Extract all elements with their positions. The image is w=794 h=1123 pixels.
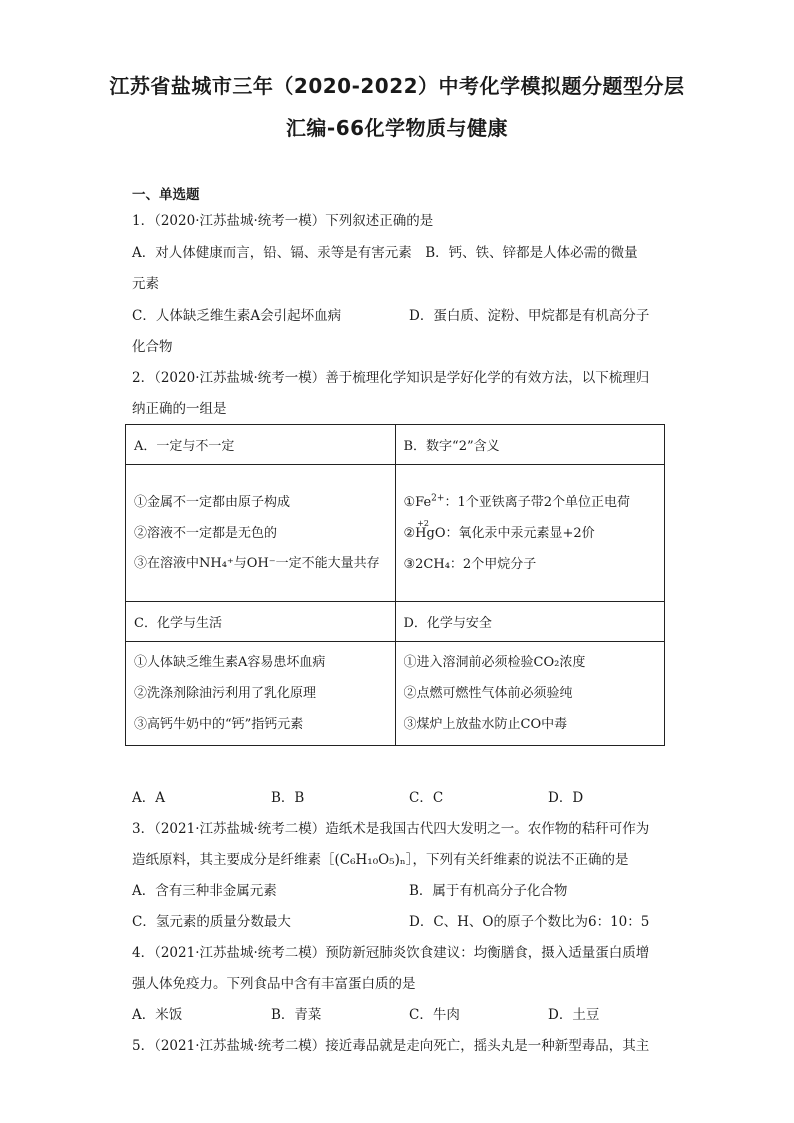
b-item-2-text: ：氧化汞中汞元素显+2价 (445, 525, 595, 541)
q3-option-d: D．C、H、O的原子个数比为6：10：5 (409, 914, 650, 930)
b-item-1-pre: ①Fe (403, 494, 432, 510)
d-item-1: ①进入溶洞前必须检验CO₂浓度 (403, 655, 586, 670)
q1-option-d: D．蛋白质、淀粉、甲烷都是有机高分子 (409, 308, 650, 324)
b-item-3: ③2CH₄：2个甲烷分子 (403, 556, 537, 572)
q3-option-c: C．氢元素的质量分数最大 (132, 914, 291, 930)
doc-title-line2: 汇编-66化学物质与健康 (285, 116, 509, 140)
q2-stem-line2: 纳正确的一组是 (132, 401, 227, 417)
d-item-3: ③煤炉上放盐水防止CO中毒 (403, 717, 568, 732)
cell-d-body (395, 642, 665, 746)
q4-option-d: D．土豆 (548, 1007, 600, 1023)
cell-d-heading: D．化学与安全 (395, 602, 665, 642)
c-item-3: ③高钙牛奶中的“钙”指钙元素 (134, 717, 304, 732)
q3-stem-line2: 造纸原料，其主要成分是纤维素［(C₆H₁₀O₅)ₙ］，下列有关纤维素的说法不正确的是 (132, 852, 629, 868)
q3-option-a: A．含有三种非金属元素 (132, 883, 277, 899)
cell-a-heading: A．一定与不一定 (126, 425, 396, 465)
q3-option-b: B．属于有机高分子化合物 (409, 883, 568, 899)
q1-option-d-cont: 化合物 (132, 339, 173, 355)
hgo-text: HgO (415, 525, 446, 541)
b-item-1 (404, 487, 657, 518)
q2-option-d: D．D (548, 790, 584, 806)
oxidation-state: +2 (417, 518, 429, 528)
c-item-2: ②洗涤剂除油污利用了乳化原理 (134, 686, 317, 701)
q5-stem-line1: 5．（2021·江苏盐城·统考二模）接近毒品就是走向死亡，摇头丸是一种新型毒品，其主 (132, 1038, 650, 1054)
q1-option-b-cont: 元素 (132, 276, 159, 292)
doc-title-line1: 江苏省盐城市三年（2020-2022）中考化学模拟题分题型分层 (109, 74, 685, 98)
b-item-2 (404, 518, 657, 549)
b-item-1-charge: 2+ (431, 493, 445, 504)
a-item-1: ①金属不一定都由原子构成 (134, 495, 291, 510)
q2-options-table (125, 424, 665, 746)
q3-stem-line1: 3．（2021·江苏盐城·统考二模）造纸术是我国古代四大发明之一。农作物的秸秆可作为 (132, 821, 650, 837)
cell-b-heading: B．数字“2”含义 (395, 425, 665, 465)
q4-stem-line2: 强人体免疫力。下列食品中含有丰富蛋白质的是 (132, 976, 416, 992)
q4-option-c: C．牛肉 (409, 1007, 460, 1023)
a-item-3: ③在溶液中NH₄⁺与OH⁻一定不能大量共存 (134, 556, 380, 571)
cell-b-body (395, 465, 665, 602)
b-item-1-text: ：1个亚铁离子带2个单位正电荷 (444, 494, 630, 510)
a-item-2: ②溶液不一定都是无色的 (134, 526, 278, 541)
cell-a-body (126, 465, 396, 602)
cell-c-body (126, 642, 396, 746)
q4-option-a: A．米饭 (132, 1007, 183, 1023)
hgo-formula (415, 518, 445, 549)
q1-option-a-b: A．对人体健康而言，铅、镉、汞等是有害元素 B．钙、铁、锌都是人体必需的微量 (132, 245, 638, 261)
q4-option-b: B．青菜 (271, 1007, 322, 1023)
q4-stem-line1: 4．（2021·江苏盐城·统考二模）预防新冠肺炎饮食建议：均衡膳食，摄入适量蛋白质增 (132, 945, 650, 961)
section-heading: 一、单选题 (132, 187, 200, 203)
c-item-1: ①人体缺乏维生素A容易患坏血病 (134, 655, 326, 670)
q1-stem: 1．（2020·江苏盐城·统考一模）下列叙述正确的是 (132, 213, 434, 229)
cell-c-heading: C．化学与生活 (126, 602, 396, 642)
q2-option-c: C．C (409, 790, 444, 806)
d-item-2: ②点燃可燃性气体前必须验纯 (403, 686, 573, 701)
q1-option-c: C．人体缺乏维生素A会引起坏血病 (132, 308, 342, 324)
b-item-2-pre: ② (403, 525, 416, 541)
q2-option-a: A．A (132, 790, 165, 806)
q2-stem-line1: 2．（2020·江苏盐城·统考一模）善于梳理化学知识是学好化学的有效方法，以下梳理归 (132, 370, 650, 386)
q2-option-b: B．B (271, 790, 305, 806)
